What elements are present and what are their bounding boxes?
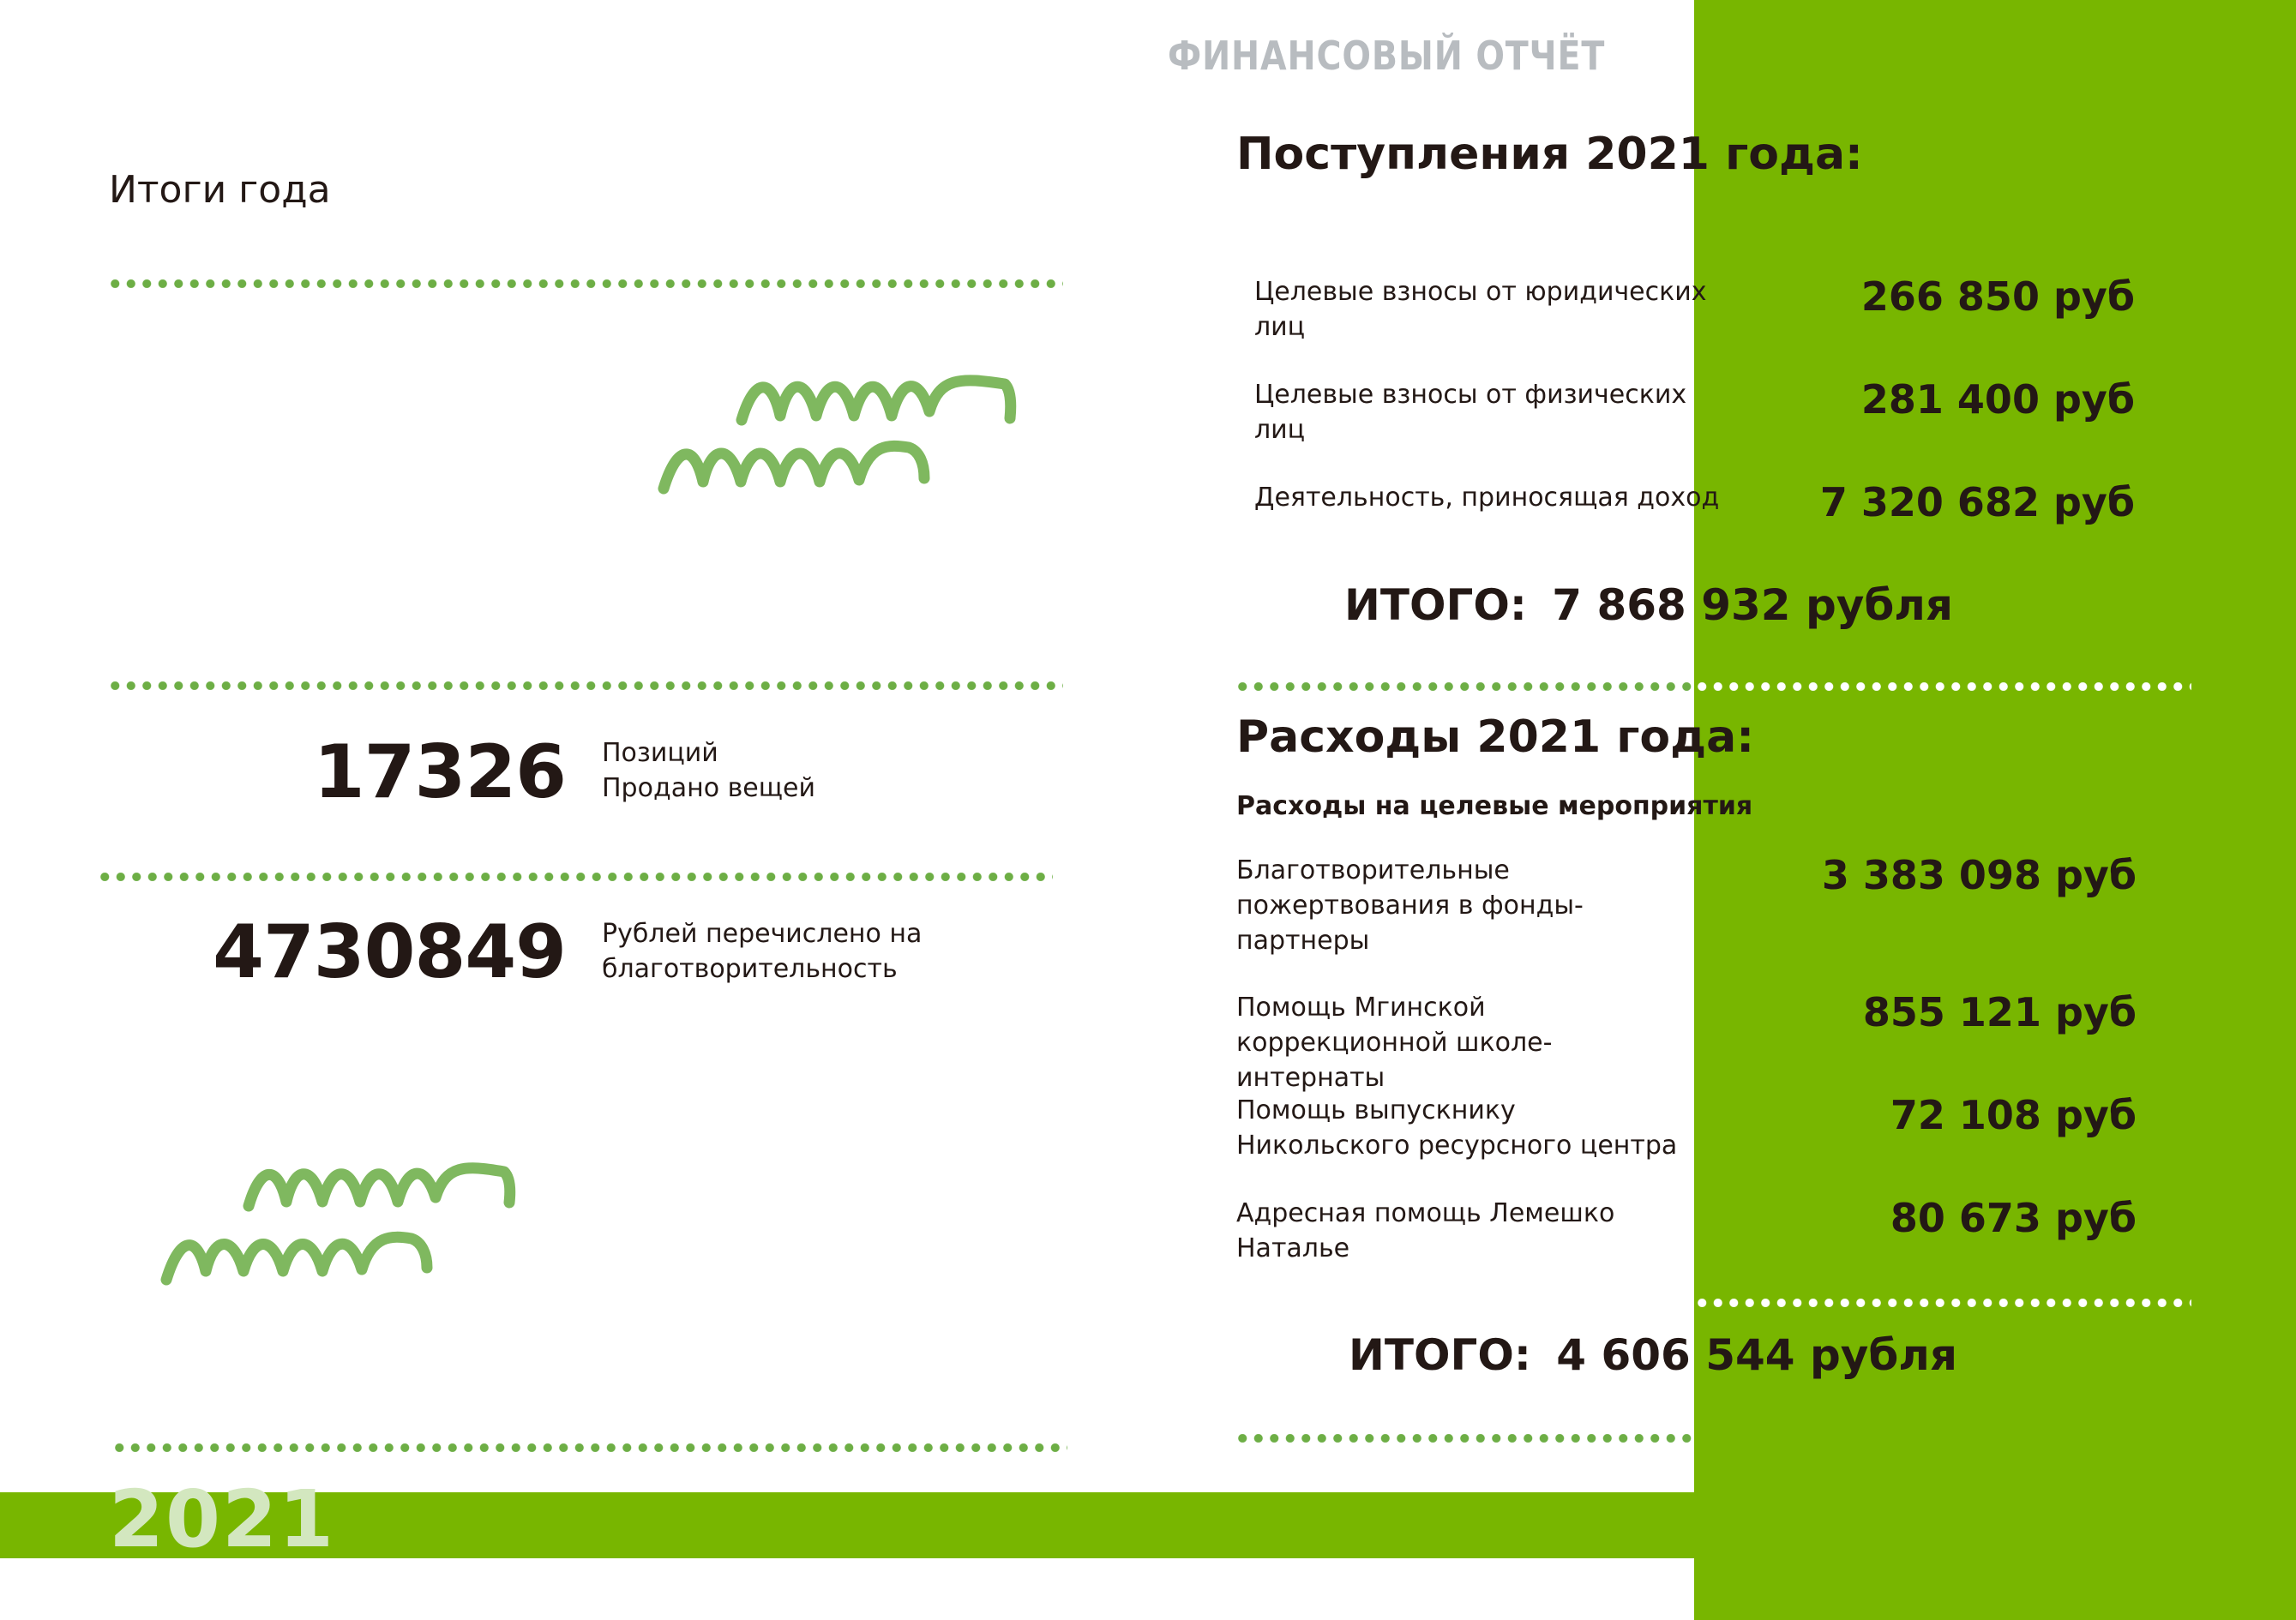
dotted-divider — [107, 681, 1063, 690]
expense-item-amount: 72 108 руб — [1890, 1092, 2137, 1138]
expenses-subheading: Расходы на целевые мероприятия — [1236, 791, 1753, 821]
expense-item-label: Помощь Мгинской коррекционной школе-интернаты — [1236, 993, 1553, 1093]
expenses-total — [1349, 1330, 1958, 1380]
expense-item-amount: 3 383 098 руб — [1821, 852, 2137, 898]
charity-amount-caption-line2: благотворительность — [602, 954, 898, 984]
income-total-label: ИТОГО: — [1344, 580, 1527, 630]
dotted-divider — [1235, 682, 1694, 691]
wavy-line-icon — [154, 1153, 532, 1290]
report-header-label: ФИНАНСОВЫЙ ОТЧЁТ — [1168, 33, 1606, 79]
items-sold-number: 17326 — [313, 729, 566, 815]
dotted-divider — [97, 873, 1053, 881]
dotted-divider-white — [1694, 682, 2191, 691]
income-item-label: Целевые взносы от физических лиц — [1254, 380, 1687, 445]
expense-item-label: Благотворительные пожертвования в фонды-партнеры — [1236, 855, 1584, 956]
income-item-amount: 281 400 руб — [1860, 376, 2135, 423]
charity-amount-caption — [602, 916, 988, 987]
dotted-divider — [1235, 1434, 1694, 1443]
expense-item-amount: 855 121 руб — [1862, 989, 2137, 1035]
charity-amount-number: 4730849 — [213, 909, 566, 995]
dotted-divider — [107, 279, 1063, 288]
items-sold-caption-line1: Позиций — [602, 738, 718, 768]
expense-item-amount: 80 673 руб — [1890, 1195, 2137, 1241]
charity-amount-caption-line1: Рублей перечислено на — [602, 919, 923, 949]
income-item-amount: 266 850 руб — [1860, 273, 2135, 320]
expenses-heading: Расходы 2021 года: — [1236, 711, 1755, 763]
income-total-value: 7 868 932 рубля — [1552, 580, 1954, 630]
year-summary-title: Итоги года — [109, 168, 331, 212]
year-watermark: 2021 — [109, 1473, 336, 1565]
items-sold-caption-line2: Продано вещей — [602, 773, 815, 803]
income-total — [1344, 580, 1954, 630]
expense-item-label: Помощь выпускнику Никольского ресурсного центра — [1236, 1095, 1678, 1161]
items-sold-caption — [602, 735, 988, 806]
expenses-total-label: ИТОГО: — [1349, 1330, 1531, 1380]
income-item-amount: 7 320 682 руб — [1819, 479, 2135, 525]
expenses-total-value: 4 606 544 рубля — [1556, 1330, 1958, 1380]
dotted-divider — [111, 1443, 1067, 1452]
income-heading: Поступления 2021 года: — [1236, 129, 1863, 180]
dotted-divider-white — [1694, 1299, 2191, 1307]
income-item-label: Целевые взносы от юридических лиц — [1254, 277, 1707, 342]
wavy-line-icon — [652, 369, 1029, 506]
income-item-label: Деятельность, приносящая доход — [1254, 483, 1720, 513]
expense-item-label: Адресная помощь Лемешко Наталье — [1236, 1198, 1615, 1263]
